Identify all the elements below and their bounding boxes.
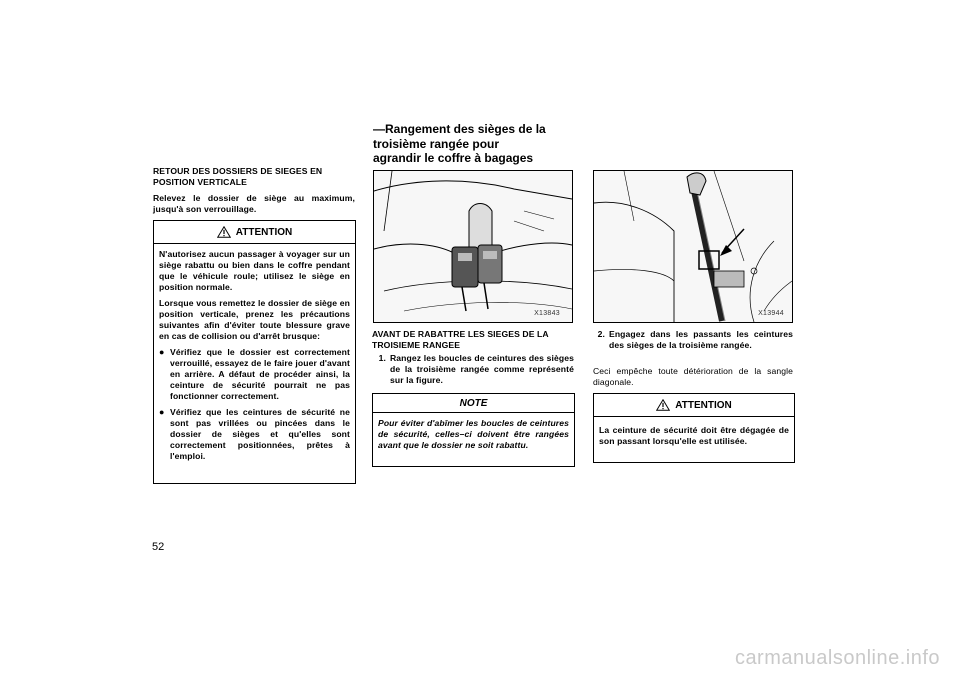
image-code: X13843 xyxy=(534,310,560,317)
left-instruction: Relevez le dossier de siège au maximum, jusqu'à son verrouillage. xyxy=(153,193,355,214)
buckle-drawing xyxy=(374,171,572,322)
left-warning-box xyxy=(153,220,356,484)
left-warning-bullet-text: Vérifiez que le dossier est correctement verrouillé, essayez de le faire jouer d'avant en arrière. A défaut de procéder ainsi, la ceinture de sécurité pourrait ne pas fonctionner correctement. xyxy=(170,347,350,401)
right-warning-box xyxy=(593,393,795,463)
step-text: Rangez les boucles de ceintures des sièges de la troisième rangée comme représenté sur la figure. xyxy=(390,353,574,385)
step-number: 2. xyxy=(597,329,605,339)
bullet-dot-icon: ● xyxy=(159,347,165,357)
right-warning-header xyxy=(594,394,794,417)
section-title xyxy=(373,122,573,166)
page-number: 52 xyxy=(152,541,165,553)
right-step-2 xyxy=(593,329,793,351)
left-warning-bullet xyxy=(159,407,350,462)
buckle-illustration xyxy=(373,170,573,323)
left-warning-bullet-text: Vérifiez que les ceintures de sécurité ne sont pas vrillées ou pincées dans le dossier de sièges et qu'elles sont correctement positionnées, prêtes à l'emploi. xyxy=(170,407,350,461)
middle-heading-line-2: TROISIEME RANGEE xyxy=(372,340,461,350)
note-text: Pour éviter d'abîmer les boucles de ceintures de sécurité, celles–ci doivent être rangées avant que le dossier ne soit rabattu. xyxy=(378,418,569,450)
middle-step-1 xyxy=(372,353,574,386)
middle-heading xyxy=(372,329,575,351)
bullet-dot-icon: ● xyxy=(159,407,165,417)
left-warning-title: ATTENTION xyxy=(235,226,293,238)
belt-drawing xyxy=(594,171,792,322)
step-text: Engagez dans les passants les ceintures des sièges de la troisième rangée. xyxy=(609,329,793,350)
warning-triangle-icon xyxy=(656,399,670,411)
left-warning-header xyxy=(154,221,355,244)
left-heading xyxy=(153,166,355,188)
note-title: NOTE xyxy=(459,397,488,409)
left-heading-line-2: POSITION VERTICALE xyxy=(153,177,247,187)
note-box xyxy=(372,393,575,467)
left-warning-para-2: Lorsque vous remettez le dossier de siège en position verticale, prenez les précautions suivantes afin d'éviter toute blessure grave en cas de collision ou d'arrêt brusque: xyxy=(159,298,350,341)
belt-loop-illustration xyxy=(593,170,793,323)
middle-heading-line-1: AVANT DE RABATTRE LES SIEGES DE LA xyxy=(372,329,549,339)
section-title-line-1: —Rangement des sièges de la xyxy=(373,122,546,136)
warning-triangle-icon xyxy=(217,226,231,238)
step-number: 1. xyxy=(378,353,386,363)
watermark[interactable]: carmanualsonline.info xyxy=(734,647,940,669)
left-warning-content xyxy=(154,244,355,462)
image-code: X13944 xyxy=(758,310,784,317)
left-heading-line-1: RETOUR DES DOSSIERS DE SIEGES EN xyxy=(153,166,323,176)
section-title-line-2: troisième rangée pour xyxy=(373,136,500,151)
right-warning-title: ATTENTION xyxy=(675,399,732,411)
right-warning-text: La ceinture de sécurité doit être dégagée de son passant lorsqu'elle est utilisée. xyxy=(599,425,789,446)
left-warning-para-1: N'autorisez aucun passager à voyager sur un siège rabattu ou bien dans le coffre pendant que le véhicule roule; utilisez le siège en position normale. xyxy=(159,249,350,292)
section-title-line-3: agrandir le coffre à bagages xyxy=(373,151,534,165)
note-header xyxy=(373,394,574,413)
left-warning-bullet xyxy=(159,347,350,402)
right-text: Ceci empêche toute détérioration de la sangle diagonale. xyxy=(593,366,793,387)
